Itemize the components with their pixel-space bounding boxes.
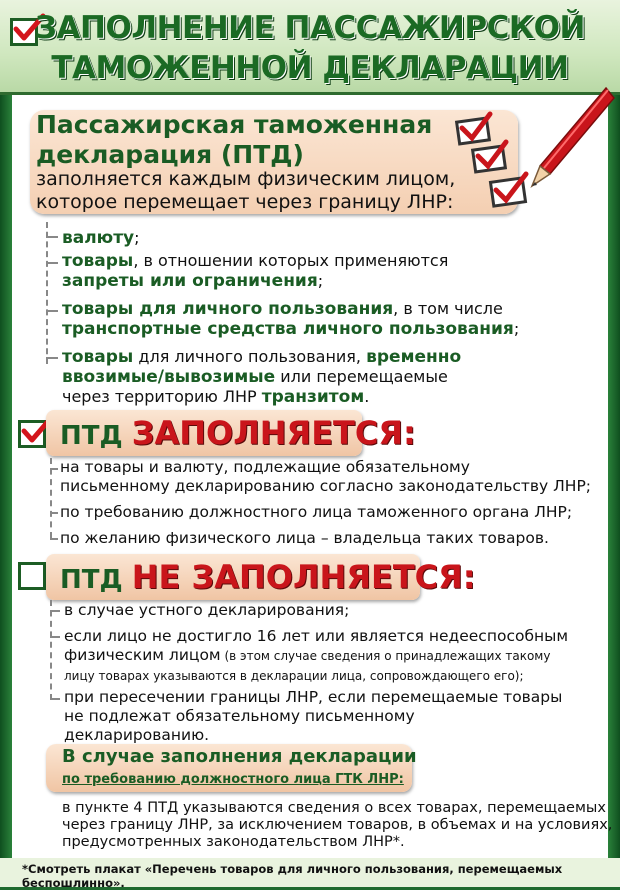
list-item: валюту; <box>62 228 140 248</box>
list-item: при пересечении границы ЛНР, если перемещаемые товары не подлежат обязательному письменному декларированию. <box>64 688 563 744</box>
tree-line <box>50 600 52 700</box>
page-title-line1: ЗАПОЛНЕНИЕ ПАССАЖИРСКОЙ <box>35 10 585 46</box>
intro-subtitle-line1: заполняется каждым физическим лицом, <box>36 168 456 190</box>
list-item: если лицо не достигло 16 лет или является недееспособным физическим лицом (в этом случае сведения о принадлежащих такому лицу товарах указываются в декларации лица, сопровождающего его); <box>64 627 569 683</box>
tree-line <box>50 458 52 538</box>
case-text: в пункте 4 ПТД указываются сведения о всех товарах, перемещаемых через границу ЛНР, за исключением товаров, в объемах и на условиях, предусмотренных законодательством ЛНР*. <box>62 800 613 850</box>
checkbox-checked-icon <box>18 420 46 448</box>
list-item: по желанию физического лица – владельца таких товаров. <box>60 529 549 547</box>
pencil-icon <box>520 82 616 192</box>
intro-title <box>36 110 432 170</box>
list-item: на товары и валюту, подлежащие обязательному письменному декларированию согласно законодательству ЛНР; <box>60 458 592 495</box>
tree-branch <box>46 236 58 238</box>
page-title-line2: ТАМОЖЕННОЙ ДЕКЛАРАЦИИ <box>51 50 569 86</box>
section-not-filled-title: ПТД НЕ ЗАПОЛНЯЕТСЯ: <box>60 558 476 596</box>
intro-subtitle <box>36 168 455 214</box>
list-item: товары для личного пользования, в том числе транспортные средства личного пользования; <box>62 299 520 339</box>
tree-branch <box>50 636 60 638</box>
tree-branch <box>50 698 60 700</box>
intro-title-line1: Пассажирская таможенная <box>36 110 433 139</box>
list-item: товары для личного пользования, временно ввозимые/вывозимые или перемещаемые через территорию ЛНР транзитом. <box>62 347 462 407</box>
case-subtitle: по требованию должностного лица ГТК ЛНР: <box>62 772 404 787</box>
intro-subtitle-line2: которое перемещает через границу ЛНР: <box>36 191 454 213</box>
footnote: *Смотреть плакат «Перечень товаров для личного пользования, перемещаемых беспошлинно». <box>22 862 563 890</box>
list-item: в случае устного декларирования; <box>64 601 350 619</box>
tree-branch <box>50 610 60 612</box>
tree-branch <box>50 512 58 514</box>
list-item: по требованию должностного лица таможенного органа ЛНР; <box>60 503 573 521</box>
intro-title-line2: декларация (ПТД) <box>36 140 304 169</box>
header-banner <box>0 0 620 95</box>
tree-branch <box>46 310 58 312</box>
tree-branch <box>50 468 58 470</box>
list-item: товары, в отношении которых применяются запреты или ограничения; <box>62 251 449 291</box>
checkbox-empty-icon <box>18 562 46 590</box>
tree-branch <box>46 262 58 264</box>
section-filled-title: ПТД ЗАПОЛНЯЕТСЯ: <box>60 414 416 452</box>
tree-line <box>46 222 48 364</box>
tree-branch <box>46 357 58 359</box>
case-title: В случае заполнения декларации <box>62 746 417 767</box>
tree-branch <box>50 538 58 540</box>
